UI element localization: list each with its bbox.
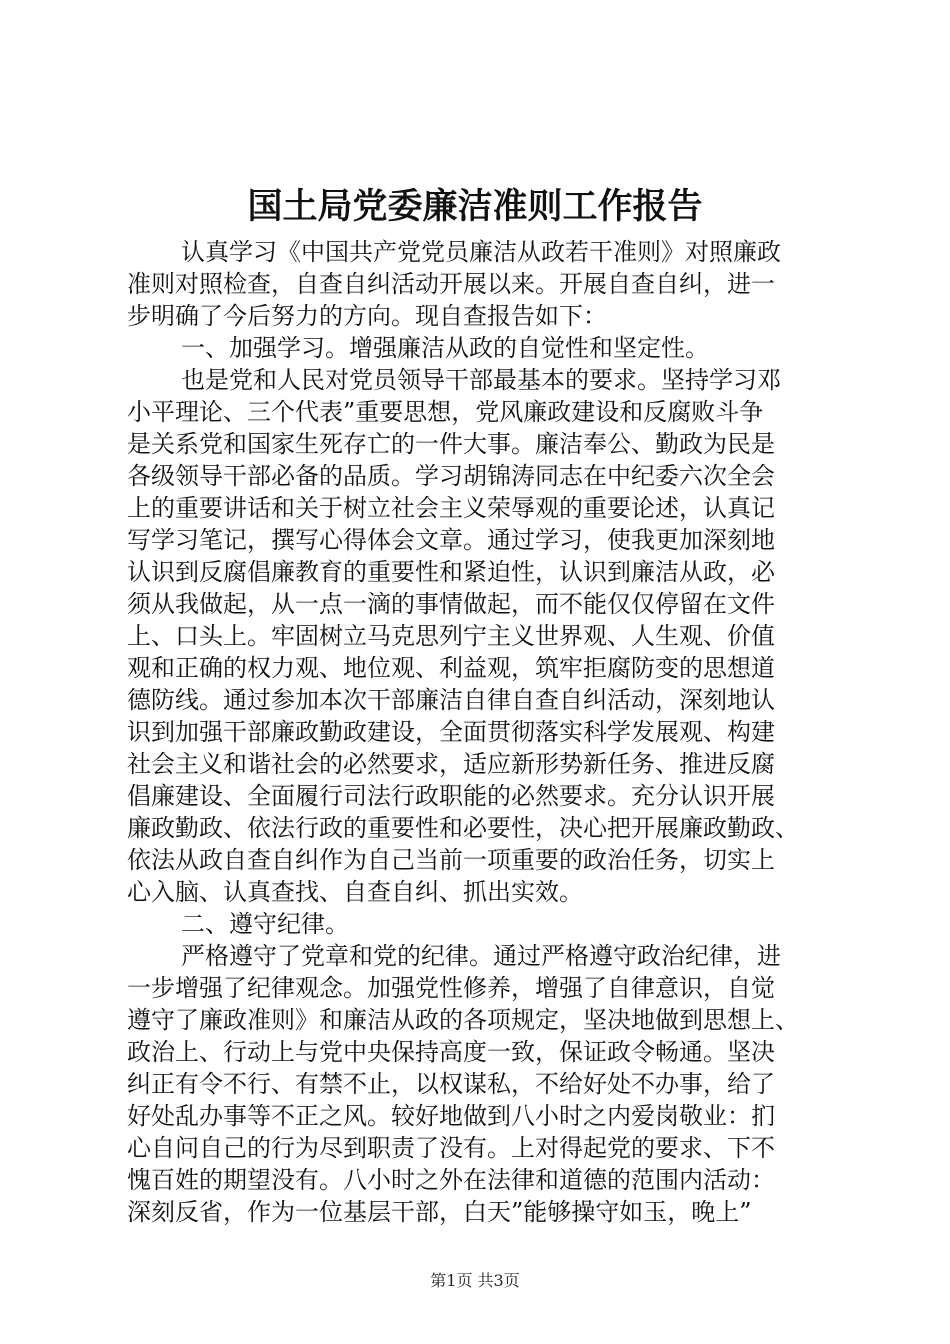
text-line: 也是党和人民对党员领导干部最基本的要求。坚持学习邓 [181, 366, 781, 394]
text-line: 小平理论、三个代表”重要思想，党风廉政建设和反腐败斗争 [127, 398, 764, 426]
text-line: 严格遵守了党章和党的纪律。通过严格遵守政治纪律，进 [181, 942, 781, 970]
text-line: 廉政勤政、依法行政的重要性和必要性，决心把开展廉政勤政、 [127, 814, 799, 842]
text-line: 认识到反腐倡廉教育的重要性和紧迫性，认识到廉洁从政，必 [127, 558, 775, 586]
text-line: 步明确了今后努力的方向。现自查报告如下： [127, 302, 607, 330]
text-line: 心自问自己的行为尽到职责了没有。上对得起党的要求、下不 [127, 1134, 775, 1162]
text-line: 好处乱办事等不正之风。较好地做到八小时之内爱岗敬业：扪 [127, 1102, 775, 1130]
text-line: 是关系党和国家生死存亡的一件大事。廉洁奉公、勤政为民是 [127, 430, 775, 458]
text-line: 识到加强干部廉政勤政建设，全面贯彻落实科学发展观、构建 [127, 718, 775, 746]
text-line: 上的重要讲话和关于树立社会主义荣辱观的重要论述，认真记 [127, 494, 775, 522]
text-line: 遵守了廉政准则》和廉洁从政的各项规定，坚决地做到思想上、 [127, 1006, 799, 1034]
text-line: 上、口头上。牢固树立马克思列宁主义世界观、人生观、价值 [127, 622, 775, 650]
text-line: 写学习笔记，撰写心得体会文章。通过学习，使我更加深刻地 [127, 526, 775, 554]
text-line: 倡廉建设、全面履行司法行政职能的必然要求。充分认识开展 [127, 782, 775, 810]
text-line: 愧百姓的期望没有。八小时之外在法律和道德的范围内活动： [127, 1166, 775, 1194]
text-line: 依法从政自查自纠作为自己当前一项重要的政治任务，切实上 [127, 846, 775, 874]
text-line: 德防线。通过参加本次干部廉洁自律自查自纠活动，深刻地认 [127, 686, 775, 714]
document-body [127, 236, 833, 1228]
text-line: 政治上、行动上与党中央保持高度一致，保证政令畅通。坚决 [127, 1038, 775, 1066]
text-line: 纠正有令不行、有禁不止，以权谋私，不给好处不办事，给了 [127, 1070, 775, 1098]
text-line: 认真学习《中国共产党党员廉洁从政若干准则》对照廉政 [181, 238, 781, 266]
text-line: 一步增强了纪律观念。加强党性修养，增强了自律意识，自觉 [127, 974, 775, 1002]
text-line: 各级领导干部必备的品质。学习胡锦涛同志在中纪委六次全会 [127, 462, 775, 490]
page-number: 第1页 共3页 [430, 1271, 520, 1290]
text-line: 社会主义和谐社会的必然要求，适应新形势新任务、推进反腐 [127, 750, 775, 778]
text-line: 心入脑、认真查找、自查自纠、抓出实效。 [127, 878, 583, 906]
text-line: 观和正确的权力观、地位观、利益观，筑牢拒腐防变的思想道 [127, 654, 775, 682]
text-line: 须从我做起，从一点一滴的事情做起，而不能仅仅停留在文件 [127, 590, 775, 618]
text-line: 深刻反省，作为一位基层干部，白天”能够操守如玉，晚上” [127, 1198, 752, 1226]
text-line: 准则对照检查，自查自纠活动开展以来。开展自查自纠，进一 [127, 270, 775, 298]
section-heading-2: 二、遵守纪律。 [181, 910, 349, 938]
document-title: 国土局党委廉洁准则工作报告 [247, 186, 703, 227]
section-heading-1: 一、加强学习。增强廉洁从政的自觉性和坚定性。 [181, 334, 709, 362]
